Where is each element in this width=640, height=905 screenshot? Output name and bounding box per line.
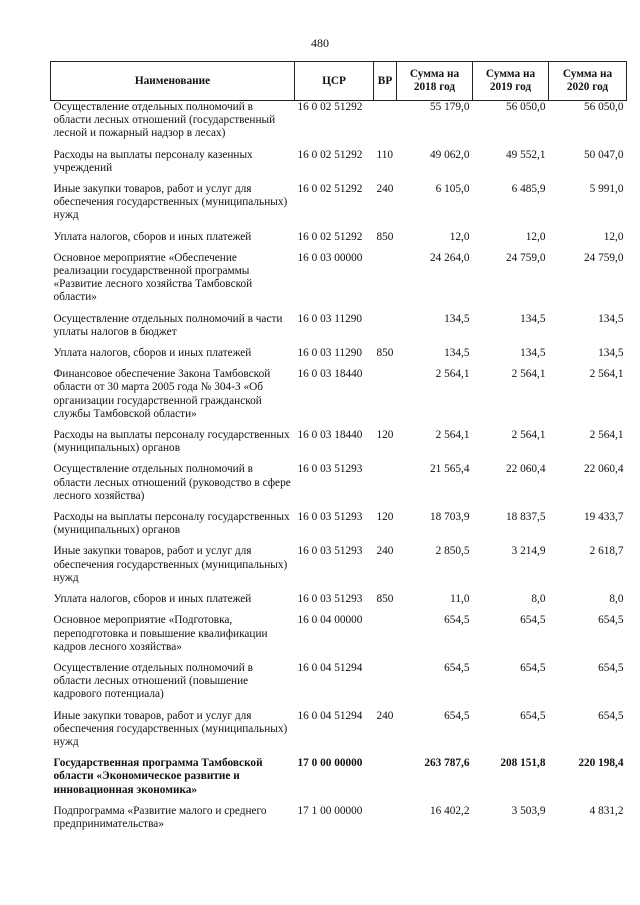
cell-sum-2019: 24 759,0 xyxy=(505,251,546,264)
cell-name: Иные закупки товаров, работ и услуг для обеспечения государственных (муниципальных) нужд xyxy=(53,709,288,748)
cell-csr: 16 0 04 00000 xyxy=(297,614,363,627)
cell-sum-2019: 134,5 xyxy=(520,312,546,325)
cell-csr: 16 0 04 51294 xyxy=(297,661,363,674)
cell-sum-2020: 220 198,4 xyxy=(578,757,624,770)
cell-sum-2019: 2 564,1 xyxy=(511,429,546,442)
cell-csr: 17 1 00 00000 xyxy=(297,804,363,817)
table-header xyxy=(51,62,627,101)
cell-vr: 850 xyxy=(376,230,394,243)
cell-name: Иные закупки товаров, работ и услуг для обеспечения государственных (муниципальных) нужд xyxy=(53,183,288,222)
cell-sum-2020: 50 047,0 xyxy=(583,148,624,161)
cell-name: Государственная программа Тамбовской области «Экономическое развитие и инновационная экономика» xyxy=(53,757,263,796)
cell-name: Осуществление отдельных полномочий в области лесных отношений (руководство в сфере лесного хозяйства) xyxy=(53,463,291,502)
cell-csr: 16 0 03 11290 xyxy=(297,347,363,360)
cell-sum-2018: 6 105,0 xyxy=(435,183,470,196)
cell-sum-2020: 654,5 xyxy=(598,614,624,627)
budget-table xyxy=(50,61,627,839)
cell-sum-2019: 12,0 xyxy=(525,230,546,243)
cell-vr: 240 xyxy=(376,545,394,558)
cell-name: Уплата налогов, сборов и иных платежей xyxy=(53,230,252,243)
table-row xyxy=(51,429,627,463)
cell-sum-2020: 2 618,7 xyxy=(589,545,624,558)
cell-sum-2018: 16 402,2 xyxy=(429,804,470,817)
cell-sum-2018: 49 062,0 xyxy=(429,148,470,161)
table-row xyxy=(51,313,627,347)
cell-csr: 16 0 03 18440 xyxy=(297,429,363,442)
table-row xyxy=(51,101,627,149)
cell-name: Основное мероприятие «Обеспечение реализации государственной программы «Развитие лесного хозяйства Тамбовской области» xyxy=(53,251,253,304)
cell-sum-2019: 3 503,9 xyxy=(511,804,546,817)
cell-sum-2020: 654,5 xyxy=(598,661,624,674)
cell-vr xyxy=(374,368,397,429)
cell-sum-2019: 654,5 xyxy=(520,661,546,674)
table-row xyxy=(51,368,627,429)
cell-vr: 850 xyxy=(376,347,394,360)
cell-sum-2020: 8,0 xyxy=(609,593,624,606)
cell-vr: 850 xyxy=(376,593,394,606)
cell-sum-2019: 3 214,9 xyxy=(511,545,546,558)
cell-sum-2018: 654,5 xyxy=(444,709,470,722)
cell-sum-2018: 263 787,6 xyxy=(424,757,470,770)
cell-csr: 16 0 02 51292 xyxy=(297,101,363,113)
cell-sum-2018: 2 850,5 xyxy=(435,545,470,558)
table-row xyxy=(51,614,627,662)
page-number: 480 xyxy=(311,36,329,50)
table-row xyxy=(51,662,627,710)
header-name: Наименование xyxy=(51,62,295,101)
cell-name: Расходы на выплаты персоналу казенных учреждений xyxy=(53,148,253,174)
cell-name: Осуществление отдельных полномочий в части уплаты налогов в бюджет xyxy=(53,312,283,338)
cell-vr xyxy=(374,101,397,149)
cell-csr: 16 0 03 51293 xyxy=(297,463,363,476)
cell-vr xyxy=(374,757,397,805)
header-sum-2018: Сумма на 2018 год xyxy=(397,62,473,101)
cell-name: Уплата налогов, сборов и иных платежей xyxy=(53,593,252,606)
cell-csr: 16 0 03 51293 xyxy=(297,511,363,524)
cell-sum-2018: 24 264,0 xyxy=(429,251,470,264)
table-row xyxy=(51,231,627,252)
table-row xyxy=(51,347,627,368)
cell-sum-2019: 654,5 xyxy=(520,709,546,722)
table-row xyxy=(51,545,627,593)
cell-sum-2019: 18 837,5 xyxy=(505,511,546,524)
cell-sum-2018: 11,0 xyxy=(450,593,470,606)
cell-sum-2019: 56 050,0 xyxy=(505,101,546,113)
cell-sum-2020: 56 050,0 xyxy=(583,101,624,113)
table-body xyxy=(51,101,627,840)
table-row xyxy=(51,252,627,313)
cell-sum-2018: 654,5 xyxy=(444,614,470,627)
cell-sum-2019: 2 564,1 xyxy=(511,368,546,381)
cell-name: Осуществление отдельных полномочий в области лесных отношений (повышение кадрового потенциала) xyxy=(53,661,253,701)
cell-sum-2018: 134,5 xyxy=(444,312,470,325)
cell-sum-2020: 24 759,0 xyxy=(583,251,624,264)
cell-csr: 16 0 03 18440 xyxy=(297,368,363,381)
cell-sum-2020: 134,5 xyxy=(598,312,624,325)
cell-sum-2018: 134,5 xyxy=(444,347,470,360)
cell-sum-2019: 22 060,4 xyxy=(505,463,546,476)
cell-sum-2020: 2 564,1 xyxy=(589,368,624,381)
cell-sum-2019: 654,5 xyxy=(520,614,546,627)
cell-vr: 240 xyxy=(376,709,394,722)
cell-sum-2018: 12,0 xyxy=(449,230,470,243)
cell-sum-2019: 208 151,8 xyxy=(500,757,546,770)
header-vr: ВР xyxy=(374,62,397,101)
table-row xyxy=(51,149,627,183)
cell-sum-2018: 654,5 xyxy=(444,661,470,674)
header-sum-2020: Сумма на 2020 год xyxy=(549,62,627,101)
cell-vr xyxy=(374,463,397,511)
cell-name: Расходы на выплаты персоналу государственных (муниципальных) органов xyxy=(53,429,290,455)
cell-sum-2020: 19 433,7 xyxy=(583,511,624,524)
cell-csr: 16 0 04 51294 xyxy=(297,709,363,722)
cell-vr xyxy=(374,614,397,662)
cell-vr xyxy=(374,313,397,347)
cell-name: Осуществление отдельных полномочий в области лесных отношений (государственный лесной и пожарный надзор в лесах) xyxy=(53,101,276,140)
cell-sum-2019: 6 485,9 xyxy=(511,183,546,196)
cell-vr: 240 xyxy=(376,183,394,196)
cell-sum-2018: 18 703,9 xyxy=(429,511,470,524)
cell-vr: 120 xyxy=(376,429,394,442)
cell-sum-2020: 134,5 xyxy=(598,347,624,360)
cell-sum-2020: 2 564,1 xyxy=(589,429,624,442)
cell-vr: 110 xyxy=(376,148,394,161)
header-csr: ЦСР xyxy=(295,62,374,101)
cell-vr xyxy=(374,662,397,710)
cell-sum-2018: 2 564,1 xyxy=(435,429,470,442)
cell-name: Подпрограмма «Развитие малого и среднего предпринимательства» xyxy=(53,804,267,830)
table-row xyxy=(51,710,627,758)
cell-sum-2018: 55 179,0 xyxy=(429,101,470,113)
cell-csr: 16 0 03 51293 xyxy=(297,545,363,558)
table-row xyxy=(51,463,627,511)
cell-sum-2020: 12,0 xyxy=(603,230,624,243)
cell-sum-2020: 4 831,2 xyxy=(589,804,624,817)
cell-csr: 16 0 03 00000 xyxy=(297,251,363,264)
cell-csr: 16 0 02 51292 xyxy=(297,183,363,196)
cell-csr: 16 0 02 51292 xyxy=(297,230,363,243)
table-row xyxy=(51,757,627,805)
table-row xyxy=(51,511,627,545)
cell-sum-2018: 21 565,4 xyxy=(429,463,470,476)
header-sum-2019: Сумма на 2019 год xyxy=(473,62,549,101)
cell-csr: 16 0 02 51292 xyxy=(297,148,363,161)
cell-name: Финансовое обеспечение Закона Тамбовской области от 30 марта 2005 года № 304-З «Об организации государственной гражданской службы Тамбовской области» xyxy=(53,368,271,420)
cell-sum-2020: 22 060,4 xyxy=(583,463,624,476)
cell-name: Уплата налогов, сборов и иных платежей xyxy=(53,347,252,360)
cell-sum-2018: 2 564,1 xyxy=(435,368,470,381)
table-row xyxy=(51,593,627,614)
cell-vr xyxy=(374,252,397,313)
cell-sum-2019: 134,5 xyxy=(520,347,546,360)
header-row xyxy=(51,62,627,101)
cell-csr: 17 0 00 00000 xyxy=(297,757,363,770)
cell-name: Иные закупки товаров, работ и услуг для обеспечения государственных (муниципальных) нужд xyxy=(53,545,288,584)
cell-sum-2019: 8,0 xyxy=(531,593,546,606)
table-row xyxy=(51,183,627,231)
cell-csr: 16 0 03 51293 xyxy=(297,593,363,606)
cell-vr: 120 xyxy=(376,511,394,524)
cell-vr xyxy=(374,805,397,839)
cell-csr: 16 0 03 11290 xyxy=(297,312,363,325)
cell-sum-2020: 5 991,0 xyxy=(589,183,624,196)
cell-sum-2019: 49 552,1 xyxy=(505,148,546,161)
cell-name: Расходы на выплаты персоналу государственных (муниципальных) органов xyxy=(53,511,290,537)
table-row xyxy=(51,805,627,839)
cell-name: Основное мероприятие «Подготовка, переподготовка и повышение квалификации кадров лесного хозяйства» xyxy=(53,614,268,653)
cell-sum-2020: 654,5 xyxy=(598,709,624,722)
